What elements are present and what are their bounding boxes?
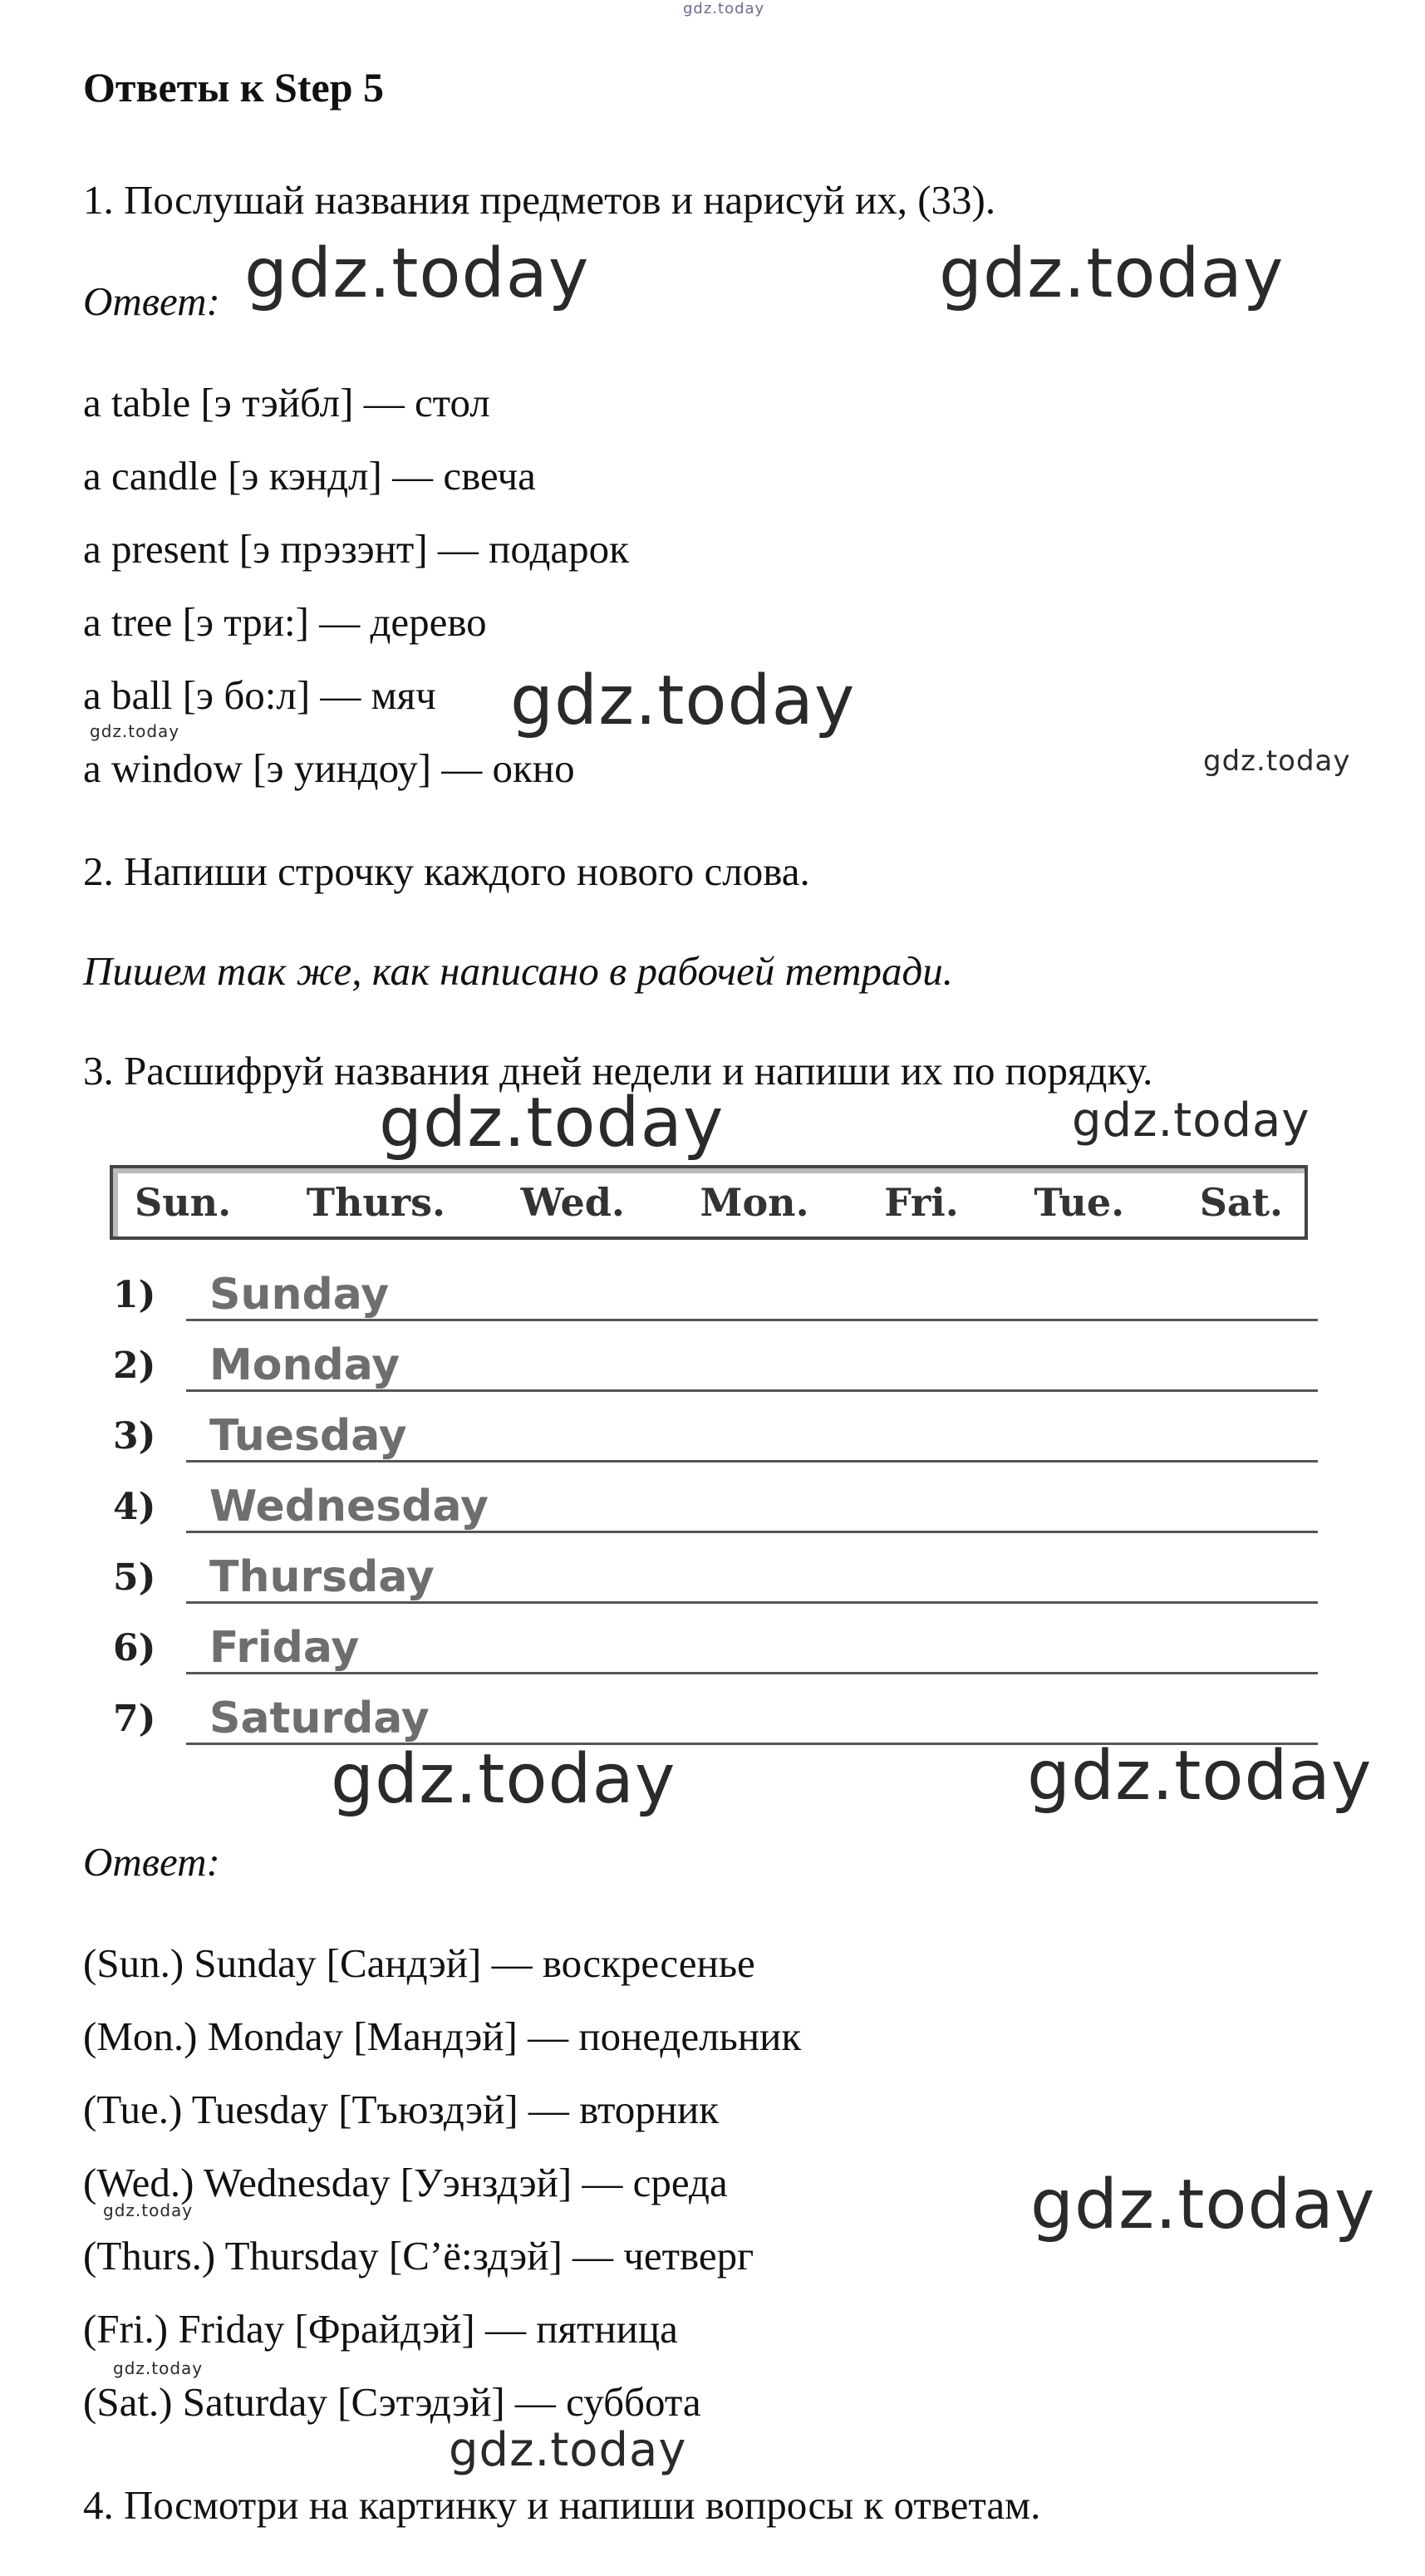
handwritten-day: Sunday — [209, 1270, 390, 1320]
watermark: gdz.today — [331, 1740, 676, 1819]
task3-answer: (Wed.) Wednesday [Уэнздэй] — среда — [83, 2160, 728, 2205]
scrambled-days-box — [110, 1165, 1308, 1240]
worksheet-line — [113, 1475, 1318, 1533]
handwritten-day: Saturday — [209, 1694, 430, 1743]
handwritten-day: Monday — [209, 1340, 400, 1390]
handwritten-day: Wednesday — [209, 1482, 489, 1531]
line-number: 2) — [113, 1345, 156, 1387]
task1-item: a window [э уиндоу] — окно — [83, 745, 575, 791]
worksheet-line — [113, 1404, 1318, 1463]
scrambled-day: Mon. — [700, 1180, 809, 1225]
watermark: gdz.today — [939, 234, 1285, 313]
scrambled-day: Thurs. — [306, 1180, 445, 1225]
watermark: gdz.today — [510, 661, 856, 740]
watermark: gdz.today — [1072, 1094, 1310, 1148]
task1-item: a tree [э три:] — дерево — [83, 599, 487, 645]
task3-answer: (Fri.) Friday [Фрайдэй] — пятница — [83, 2306, 678, 2352]
handwritten-day: Friday — [209, 1623, 360, 1673]
task3-heading: 3. Расшифруй названия дней недели и напиши их по порядку. — [83, 1048, 1153, 1094]
line-number: 6) — [113, 1627, 156, 1669]
watermark: gdz.today — [113, 2358, 204, 2378]
line-number: 4) — [113, 1486, 156, 1528]
watermark: gdz.today — [103, 2200, 194, 2220]
task2-note: Пишем так же, как написано в рабочей тетради. — [83, 948, 954, 994]
watermark: gdz.today — [90, 721, 180, 741]
worksheet-line — [113, 1546, 1318, 1604]
scrambled-day: Sun. — [135, 1180, 232, 1225]
handwritten-day: Thursday — [209, 1552, 435, 1602]
scrambled-day: Sat. — [1199, 1180, 1283, 1225]
watermark-top: gdz.today — [683, 0, 765, 17]
line-number: 7) — [113, 1698, 156, 1740]
task3-answer: (Mon.) Monday [Мандэй] — понедельник — [83, 2013, 802, 2059]
line-number: 5) — [113, 1556, 156, 1599]
task3-answer: (Sat.) Saturday [Сэтэдэй] — суббота — [83, 2379, 701, 2425]
task1-item: a table [э тэйбл] — стол — [83, 380, 490, 425]
watermark: gdz.today — [1027, 1737, 1373, 1816]
task3-answer-label: Ответ: — [83, 1839, 220, 1885]
task1-heading: 1. Послушай названия предметов и нарисуй их, (33). — [83, 177, 996, 223]
task4-heading: 4. Посмотри на картинку и напиши вопросы к ответам. — [83, 2482, 1041, 2528]
watermark: gdz.today — [379, 1084, 725, 1163]
watermark: gdz.today — [244, 234, 590, 313]
worksheet-line — [113, 1263, 1318, 1321]
task1-item: a candle [э кэндл] — свеча — [83, 453, 536, 499]
watermark: gdz.today — [449, 2423, 687, 2477]
line-number: 3) — [113, 1415, 156, 1458]
worksheet-line — [113, 1334, 1318, 1392]
task1-item: a ball [э бо:л] — мяч — [83, 672, 436, 718]
task3-answer: (Thurs.) Thursday [С’ё:здэй] — четверг — [83, 2233, 754, 2279]
task1-answer-label: Ответ: — [83, 278, 220, 324]
task3-answer: (Tue.) Tuesday [Тъюздэй] — вторник — [83, 2087, 720, 2132]
worksheet-line — [113, 1616, 1318, 1674]
scrambled-day: Tue. — [1034, 1180, 1125, 1225]
task2-heading: 2. Напиши строчку каждого нового слова. — [83, 848, 810, 894]
watermark: gdz.today — [1030, 2166, 1376, 2244]
task3-answer: (Sun.) Sunday [Сандэй] — воскресенье — [83, 1940, 755, 1986]
scrambled-day: Wed. — [520, 1180, 625, 1225]
watermark: gdz.today — [1203, 745, 1351, 778]
handwritten-day: Tuesday — [209, 1411, 407, 1461]
line-number: 1) — [113, 1274, 156, 1316]
page-title: Ответы к Step 5 — [83, 64, 385, 111]
task1-item: a present [э прэзэнт] — подарок — [83, 526, 629, 572]
scrambled-day: Fri. — [884, 1180, 959, 1225]
